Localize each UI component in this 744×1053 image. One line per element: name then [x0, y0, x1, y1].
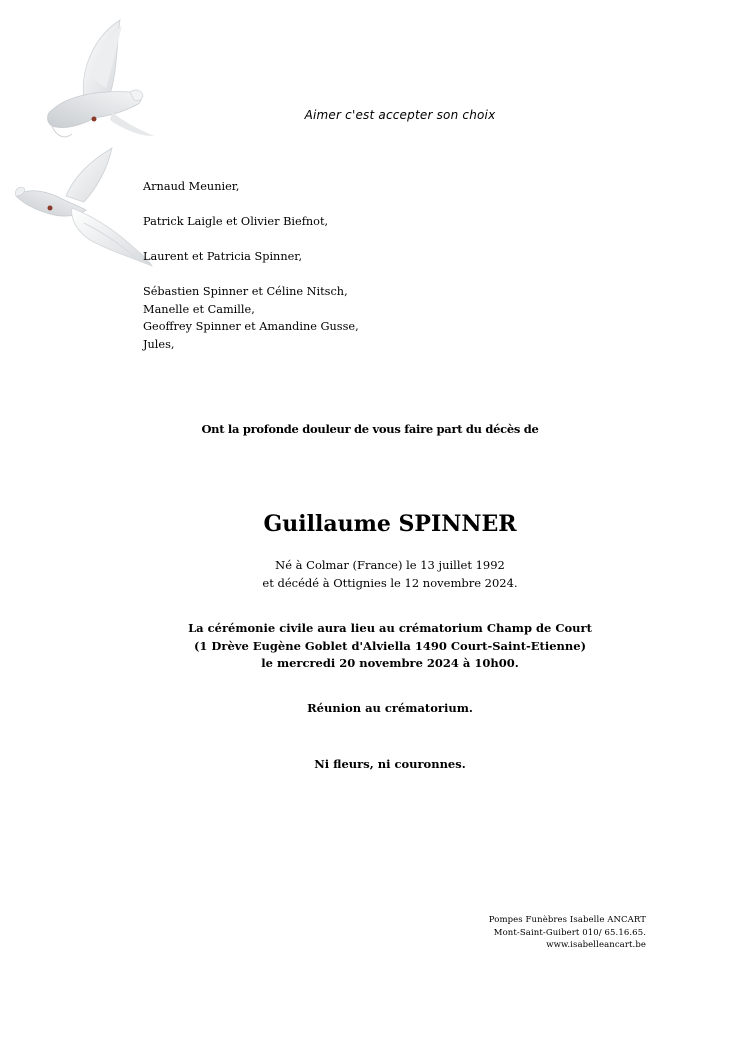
family-line: Jules,	[143, 337, 175, 351]
ceremony-line: La cérémonie civile aura lieu au crématorium Champ de Court	[188, 621, 592, 635]
lower-dove	[15, 148, 152, 266]
family-list	[143, 178, 463, 353]
flowers-text: Ni fleurs, ni couronnes.	[314, 757, 466, 771]
ceremony-info	[140, 620, 640, 673]
footer-company: Pompes Funèbres Isabelle ANCART	[488, 915, 646, 925]
family-group	[143, 283, 463, 353]
footer-website: www.isabelleancart.be	[546, 940, 646, 950]
birth-line: Né à Colmar (France) le 13 juillet 1992	[275, 558, 505, 572]
family-line: Geoffrey Spinner et Amandine Gusse,	[143, 320, 359, 333]
white-doves-icon	[12, 18, 162, 268]
family-group	[143, 178, 463, 196]
deceased-name: Guillaume SPINNER	[263, 511, 517, 537]
announcement-text: Ont la profonde douleur de vous faire part du décès de	[201, 422, 539, 436]
family-group	[143, 213, 463, 231]
footer-address-phone: Mont-Saint-Guibert 010/ 65.16.65.	[493, 927, 646, 938]
family-line: Arnaud Meunier,	[143, 180, 240, 193]
family-line: Patrick Laigle et Olivier Biefnot,	[143, 215, 329, 228]
ceremony-line: (1 Drève Eugène Goblet d'Alviella 1490 Court-Saint-Etienne)	[193, 638, 587, 653]
family-line: Sébastien Spinner et Céline Nitsch,	[143, 285, 348, 298]
reunion-text: Réunion au crématorium.	[307, 701, 473, 715]
funeral-home-footer	[489, 914, 646, 952]
ceremony-line: le mercredi 20 novembre 2024 à 10h00.	[261, 656, 519, 670]
death-line: et décédé à Ottignies le 12 novembre 2024.	[262, 575, 518, 590]
upper-dove	[48, 20, 155, 137]
family-group	[143, 248, 463, 266]
birth-death-info	[140, 557, 640, 592]
family-line: Laurent et Patricia Spinner,	[143, 250, 303, 263]
motto-text: Aimer c'est accepter son choix	[304, 108, 496, 122]
family-line: Manelle et Camille,	[143, 302, 255, 316]
